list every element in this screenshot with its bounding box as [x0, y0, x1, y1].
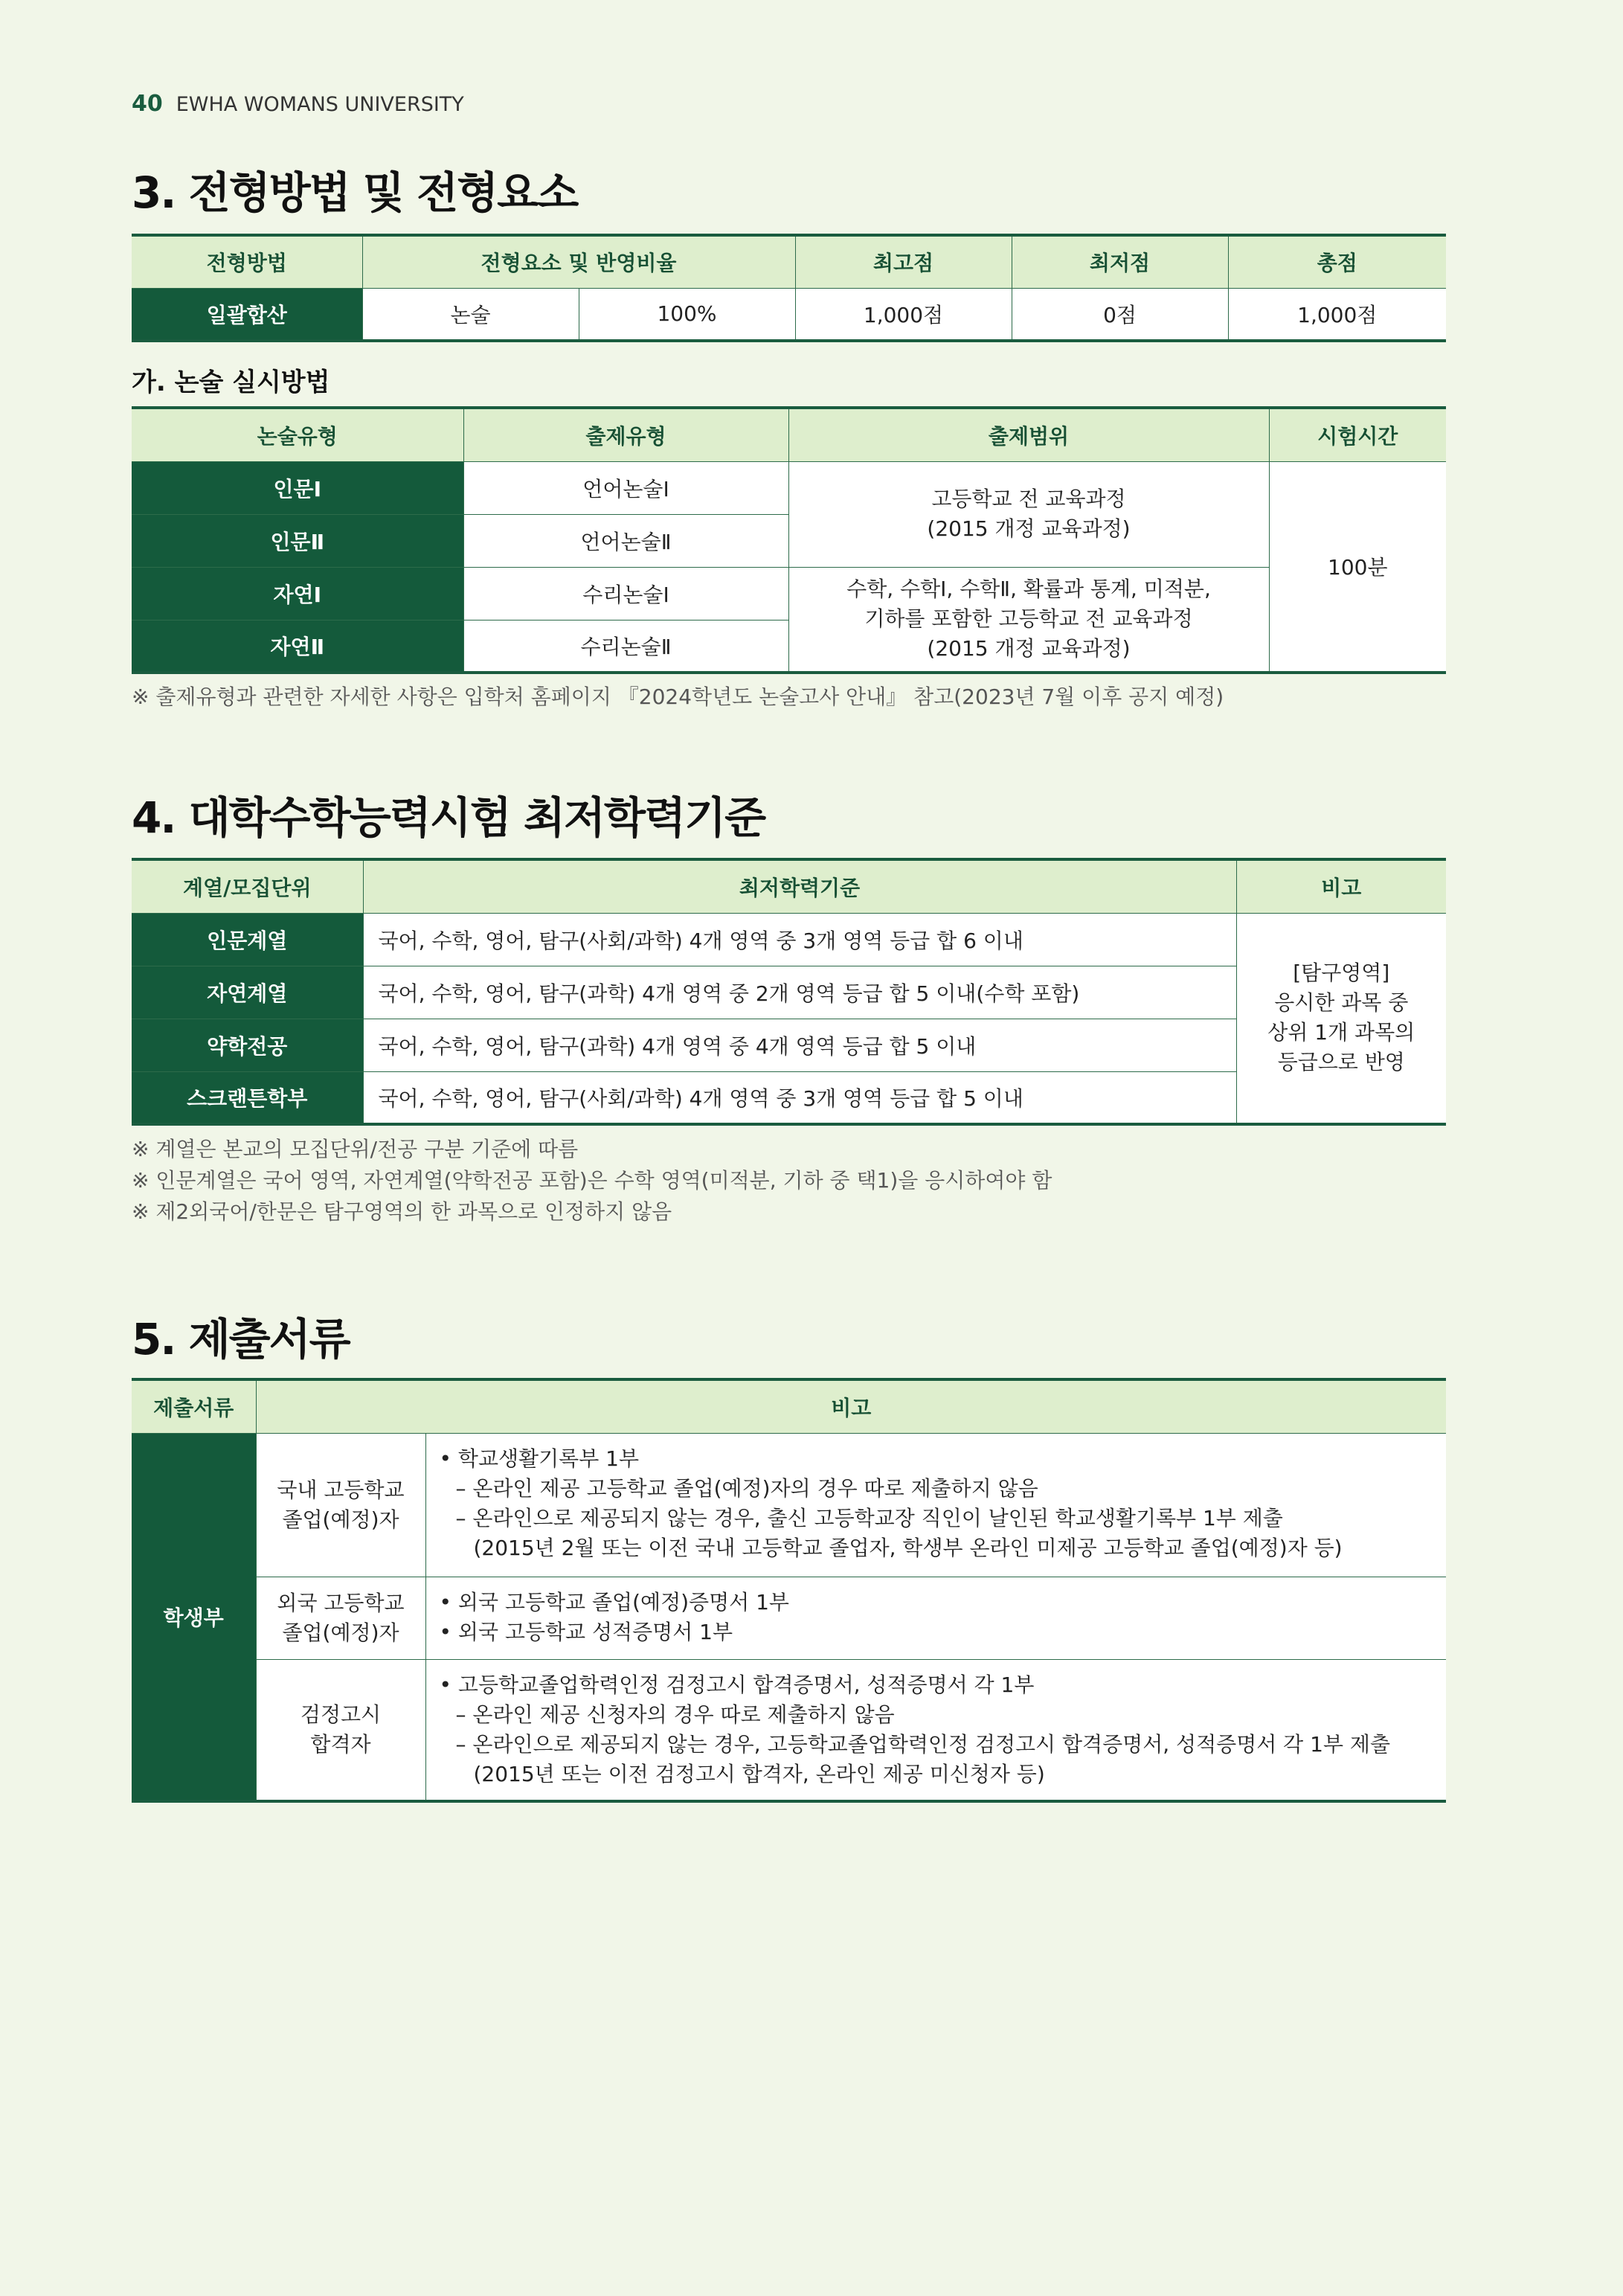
unit-cell: 자연계열 — [132, 966, 363, 1019]
header-notes: 비고 — [256, 1379, 1446, 1433]
essay-time: 100분 — [1269, 461, 1446, 673]
requirements-cell: • 외국 고등학교 졸업(예정)증명서 1부 • 외국 고등학교 성적증명서 1부 — [425, 1577, 1446, 1659]
header-essay-type: 논술유형 — [132, 408, 463, 461]
csat-note: ※ 계열은 본교의 모집단위/전공 구분 기준에 따름 — [132, 1137, 579, 1161]
essay-form: 언어논술Ⅰ — [463, 461, 788, 514]
page-number: 40 — [132, 91, 163, 117]
header-max: 최고점 — [795, 235, 1012, 288]
header-form: 출제유형 — [463, 408, 788, 461]
page-header — [132, 91, 464, 117]
documents-table — [132, 1378, 1446, 1803]
essay-form: 수리논술Ⅰ — [463, 567, 788, 620]
essay-type: 인문Ⅱ — [132, 514, 463, 567]
criteria-cell: 국어, 수학, 영어, 탐구(과학) 4개 영역 중 4개 영역 등급 합 5 이내 — [363, 1019, 1236, 1071]
ratio-cell: 100% — [579, 288, 795, 341]
csat-notes — [132, 1134, 1052, 1228]
essay-note: ※ 출제유형과 관련한 자세한 사항은 입학처 홈페이지 『2024학년도 논술고사 안내』 참고(2023년 7월 이후 공지 예정) — [132, 684, 1224, 709]
header-min: 최저점 — [1012, 235, 1228, 288]
essay-range-humanities: 고등학교 전 교육과정 (2015 개정 교육과정) — [788, 461, 1269, 567]
header-total: 총점 — [1228, 235, 1446, 288]
header-unit: 계열/모집단위 — [132, 859, 363, 913]
method-cell: 일괄합산 — [132, 288, 362, 341]
essay-range-science: 수학, 수학Ⅰ, 수학Ⅱ, 확률과 통계, 미적분, 기하를 포함한 고등학교 전 교육과정 (2015 개정 교육과정) — [788, 567, 1269, 673]
min-cell: 0점 — [1012, 288, 1228, 341]
requirements-cell: • 고등학교졸업학력인정 검정고시 합격증명서, 성적증명서 각 1부 – 온라인 제공 신청자의 경우 따로 제출하지 않음 – 온라인으로 제공되지 않는 경우, 고등학교졸업학력인정 검정고시 합격증명서, 성적증명서 각 1부 제출 (2015년 또는 이전 검정고시 합격자, 온라인 제공 미신청자 등) — [425, 1659, 1446, 1801]
csat-note: ※ 인문계열은 국어 영역, 자연계열(약학전공 포함)은 수학 영역(미적분, 기하 중 택1)을 응시하여야 함 — [132, 1168, 1052, 1193]
university-name: EWHA WOMANS UNIVERSITY — [176, 93, 464, 116]
essay-form: 수리논술Ⅱ — [463, 620, 788, 673]
category-cell: 외국 고등학교 졸업(예정)자 — [256, 1577, 425, 1659]
header-time: 시험시간 — [1269, 408, 1446, 461]
category-cell: 검정고시 합격자 — [256, 1659, 425, 1801]
group-cell: 학생부 — [132, 1433, 256, 1801]
selection-method-table — [132, 234, 1446, 342]
section5-title: 5. 제출서류 — [132, 1314, 350, 1365]
header-range: 출제범위 — [788, 408, 1269, 461]
criteria-cell: 국어, 수학, 영어, 탐구(사회/과학) 4개 영역 중 3개 영역 등급 합 6 이내 — [363, 913, 1236, 966]
header-documents: 제출서류 — [132, 1379, 256, 1433]
criteria-cell: 국어, 수학, 영어, 탐구(사회/과학) 4개 영역 중 3개 영역 등급 합 5 이내 — [363, 1071, 1236, 1124]
remark-cell: [탐구영역] 응시한 과목 중 상위 1개 과목의 등급으로 반영 — [1236, 913, 1446, 1124]
header-criteria: 최저학력기준 — [363, 859, 1236, 913]
essay-table — [132, 406, 1446, 674]
section3-title: 3. 전형방법 및 전형요소 — [132, 167, 578, 218]
unit-cell: 스크랜튼학부 — [132, 1071, 363, 1124]
header-remark: 비고 — [1236, 859, 1446, 913]
header-element: 전형요소 및 반영비율 — [362, 235, 795, 288]
total-cell: 1,000점 — [1228, 288, 1446, 341]
essay-type: 자연Ⅱ — [132, 620, 463, 673]
element-cell: 논술 — [362, 288, 579, 341]
essay-type: 자연Ⅰ — [132, 567, 463, 620]
csat-table — [132, 858, 1446, 1126]
header-method: 전형방법 — [132, 235, 362, 288]
max-cell: 1,000점 — [795, 288, 1012, 341]
csat-note: ※ 제2외국어/한문은 탐구영역의 한 과목으로 인정하지 않음 — [132, 1199, 672, 1224]
section4-title: 4. 대학수학능력시험 최저학력기준 — [132, 792, 765, 843]
essay-form: 언어논술Ⅱ — [463, 514, 788, 567]
requirements-cell: • 학교생활기록부 1부 – 온라인 제공 고등학교 졸업(예정)자의 경우 따로 제출하지 않음 – 온라인으로 제공되지 않는 경우, 출신 고등학교장 직인이 날인된 학교생활기록부 1부 제출 (2015년 2월 또는 이전 국내 고등학교 졸업자, 학생부 온라인 미제공 고등학교 졸업(예정)자 등) — [425, 1433, 1446, 1577]
essay-type: 인문Ⅰ — [132, 461, 463, 514]
unit-cell: 약학전공 — [132, 1019, 363, 1071]
essay-subtitle: 가. 논술 실시방법 — [132, 368, 330, 397]
criteria-cell: 국어, 수학, 영어, 탐구(과학) 4개 영역 중 2개 영역 등급 합 5 이내(수학 포함) — [363, 966, 1236, 1019]
unit-cell: 인문계열 — [132, 913, 363, 966]
category-cell: 국내 고등학교 졸업(예정)자 — [256, 1433, 425, 1577]
